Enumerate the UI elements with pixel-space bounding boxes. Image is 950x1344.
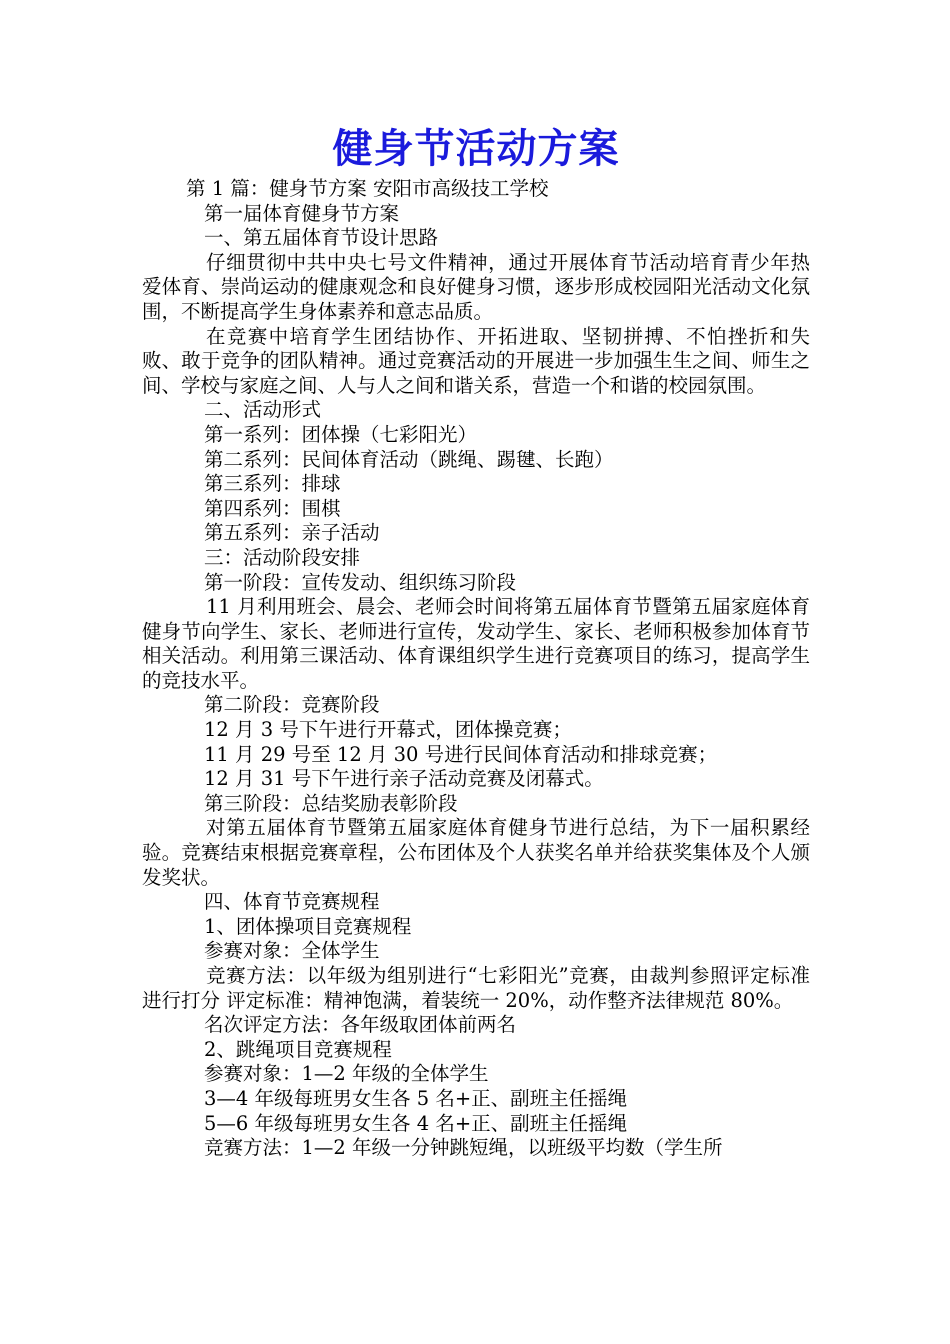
text-line: 名次评定方法：各年级取团体前两名 <box>204 1013 517 1037</box>
paragraph: 仔细贯彻中共中央七号文件精神，通过开展体育节活动培育青少年热爱体育、崇尚运动的健康观念和良好健身习惯，逐步形成校园阳光活动文化氛围，不断提高学生身体素养和意志品质。 <box>142 250 810 323</box>
text-line: 四、体育节竞赛规程 <box>204 890 380 914</box>
text-line: 第一届体育健身节方案 <box>204 201 400 225</box>
text-line: 5—6 年级每班男女生各 4 名+正、副班主任摇绳 <box>204 1111 628 1135</box>
text-line: 三：活动阶段安排 <box>204 545 361 569</box>
text-line: 12 月 31 号下午进行亲子活动竞赛及闭幕式。 <box>204 767 604 791</box>
text-line: 第一系列：团体操（七彩阳光） <box>204 422 478 446</box>
paragraph: 在竞赛中培育学生团结协作、开拓进取、坚韧拼搏、不怕挫折和失败、敢于竞争的团队精神。通过竞赛活动的开展进一步加强生生之间、师生之间、学校与家庭之间、人与人之间和谐关系，营造一个和谐的校园氛围。 <box>142 324 810 397</box>
text-line: 2、跳绳项目竞赛规程 <box>204 1037 392 1061</box>
paragraph: 对第五届体育节暨第五届家庭体育健身节进行总结，为下一届积累经验。竞赛结束根据竞赛章程，公布团体及个人获奖名单并给获奖集体及个人颁发奖状。 <box>142 816 810 889</box>
document-body <box>142 177 810 1161</box>
text-line: 第二系列：民间体育活动（跳绳、踢毽、长跑） <box>204 447 614 471</box>
paragraph: 11 月利用班会、晨会、老师会时间将第五届体育节暨第五届家庭体育健身节向学生、家长、老师进行宣传，发动学生、家长、老师积极参加体育节相关活动。利用第三课活动、体育课组织学生进行竞赛项目的练习，提高学生的竞技水平。 <box>142 595 810 692</box>
text-line: 参赛对象：全体学生 <box>204 939 380 963</box>
text-line: 12 月 3 号下午进行开幕式，团体操竞赛； <box>204 718 572 742</box>
document-title: 健身节活动方案 <box>332 126 620 172</box>
paragraph: 竞赛方法：以年级为组别进行“七彩阳光”竞赛，由裁判参照评定标准进行打分 评定标准：精神饱满，着装统一 20%，动作整齐法律规范 80%。 <box>142 964 810 1012</box>
text-line: 第二阶段：竞赛阶段 <box>204 693 380 717</box>
text-line: 3—4 年级每班男女生各 5 名+正、副班主任摇绳 <box>204 1086 628 1110</box>
text-line: 第三阶段：总结奖励表彰阶段 <box>204 791 458 815</box>
text-line: 一、第五届体育节设计思路 <box>204 226 439 250</box>
text-line: 竞赛方法：1—2 年级一分钟跳短绳，以班级平均数（学生所 <box>204 1136 723 1160</box>
text-line: 第一阶段：宣传发动、组织练习阶段 <box>204 570 517 594</box>
text-line: 第三系列：排球 <box>204 472 341 496</box>
text-line: 第 1 篇：健身节方案 安阳市高级技工学校 <box>186 177 549 200</box>
text-line: 参赛对象：1—2 年级的全体学生 <box>204 1062 489 1086</box>
text-line: 第四系列：围棋 <box>204 496 341 520</box>
text-line: 二、活动形式 <box>204 398 322 422</box>
text-line: 11 月 29 号至 12 月 30 号进行民间体育活动和排球竞赛； <box>204 742 718 766</box>
text-line: 第五系列：亲子活动 <box>204 521 380 545</box>
text-line: 1、团体操项目竞赛规程 <box>204 914 412 938</box>
